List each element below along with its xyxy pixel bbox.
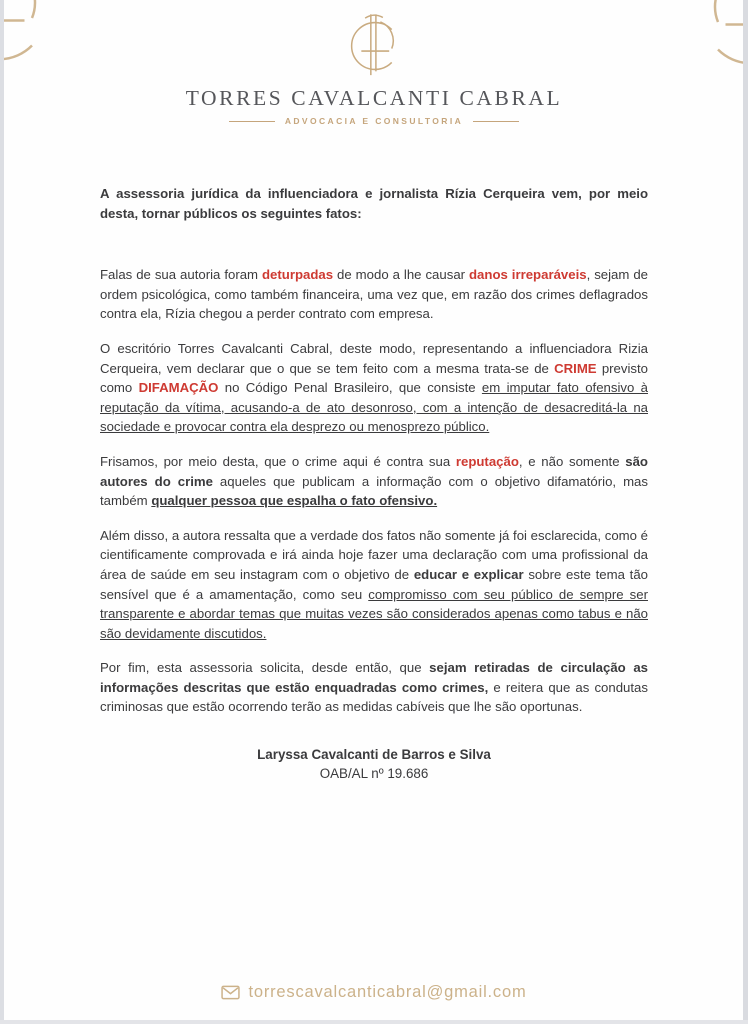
paragraph bbox=[100, 265, 648, 324]
footer-email[interactable]: torrescavalcanticabral@gmail.com bbox=[248, 983, 527, 1001]
text-run: no Código Penal Brasileiro, que consiste bbox=[218, 380, 482, 396]
signature-name: Laryssa Cavalcanti de Barros e Silva bbox=[257, 747, 491, 763]
scan-edge-right bbox=[743, 0, 748, 1024]
brand-tagline-text: ADVOCACIA E CONSULTORIA bbox=[284, 116, 464, 126]
text-run: A assessoria jurídica da influenciadora e jornalista Rízia Cerqueira vem, por meio desta, tornar públicos os seguintes fatos: bbox=[100, 186, 648, 221]
text-run: reputação bbox=[455, 453, 519, 469]
brand-name: TORRES CAVALCANTI CABRAL bbox=[185, 86, 563, 110]
text-run: em imputar fato ofensivo à reputação da vítima, acusando-a de ato desonroso, com a intenção de desacreditá-la na sociedade e provocar contra ela desprezo ou menosprezo público. bbox=[100, 380, 648, 435]
paragraph bbox=[100, 184, 648, 223]
text-run: Por fim, esta assessoria solicita, desde então, que bbox=[100, 660, 430, 676]
tagline-rule-left bbox=[229, 121, 275, 122]
text-run: e reitera que as condutas criminosas que estão ocorrendo terão as medidas cabíveis que lhe são oportunas. bbox=[100, 679, 648, 715]
text-run: CRIME bbox=[554, 360, 597, 376]
text-run: qualquer pessoa que espalha o fato ofensivo. bbox=[151, 493, 438, 509]
text-run: deturpadas bbox=[262, 267, 334, 283]
text-run: sobre este tema tão sensível que é a amamentação, como seu bbox=[100, 566, 648, 602]
paragraph bbox=[100, 658, 648, 717]
paragraph bbox=[100, 452, 648, 511]
text-run: DIFAMAÇÃO bbox=[138, 380, 219, 396]
text-run: , e não somente bbox=[518, 453, 626, 469]
text-run: de modo a lhe causar bbox=[333, 267, 469, 283]
brand-tagline bbox=[0, 116, 748, 126]
footer bbox=[0, 983, 748, 1002]
text-run: são autores do crime bbox=[100, 453, 648, 489]
document-body bbox=[100, 126, 648, 717]
text-run: Além disso, a autora ressalta que a verdade dos fatos não somente já foi esclarecida, como é cientificamente comprovada e irá ainda hoje fazer uma declaração com uma profissional da área de saúde em seu instagram com o objetivo de bbox=[100, 527, 648, 582]
text-run: compromisso com seu público de sempre ser transparente e abordar temas que muitas vezes são considerados apenas como tabus e não são devidamente discutidos. bbox=[100, 586, 648, 641]
letterhead bbox=[0, 0, 748, 126]
text-run: danos irreparáveis bbox=[469, 267, 587, 283]
text-run: Falas de sua autoria foram bbox=[100, 267, 262, 283]
monogram-icon bbox=[336, 8, 412, 84]
tagline-rule-right bbox=[473, 121, 519, 122]
text-run: educar e explicar bbox=[413, 566, 524, 582]
text-run: aqueles que publicam a informação com o objetivo difamatório, mas também bbox=[100, 473, 648, 509]
signature-block bbox=[0, 745, 748, 783]
text-run: sejam retiradas de circulação as informações descritas que estão enquadradas como crimes, bbox=[100, 660, 649, 695]
scan-edge-left bbox=[0, 0, 4, 1024]
envelope-icon bbox=[221, 985, 240, 1000]
paragraph bbox=[100, 339, 648, 437]
text-run: previsto como bbox=[100, 360, 648, 396]
text-run: Frisamos, por meio desta, que o crime aqui é contra sua bbox=[100, 453, 456, 469]
scan-edge-bottom bbox=[0, 1020, 748, 1024]
paragraph bbox=[100, 526, 648, 644]
text-run: , sejam de ordem psicológica, como também financeira, uma vez que, em razão dos crimes deflagrados contra ela, Rízia chegou a perder contrato com empresa. bbox=[100, 267, 648, 322]
text-run: O escritório Torres Cavalcanti Cabral, deste modo, representando a influenciadora Rizia Cerqueira, vem declarar que o que se tem feito com a mesma trata-se de bbox=[100, 340, 648, 376]
signature-registration: OAB/AL nº 19.686 bbox=[319, 766, 429, 782]
